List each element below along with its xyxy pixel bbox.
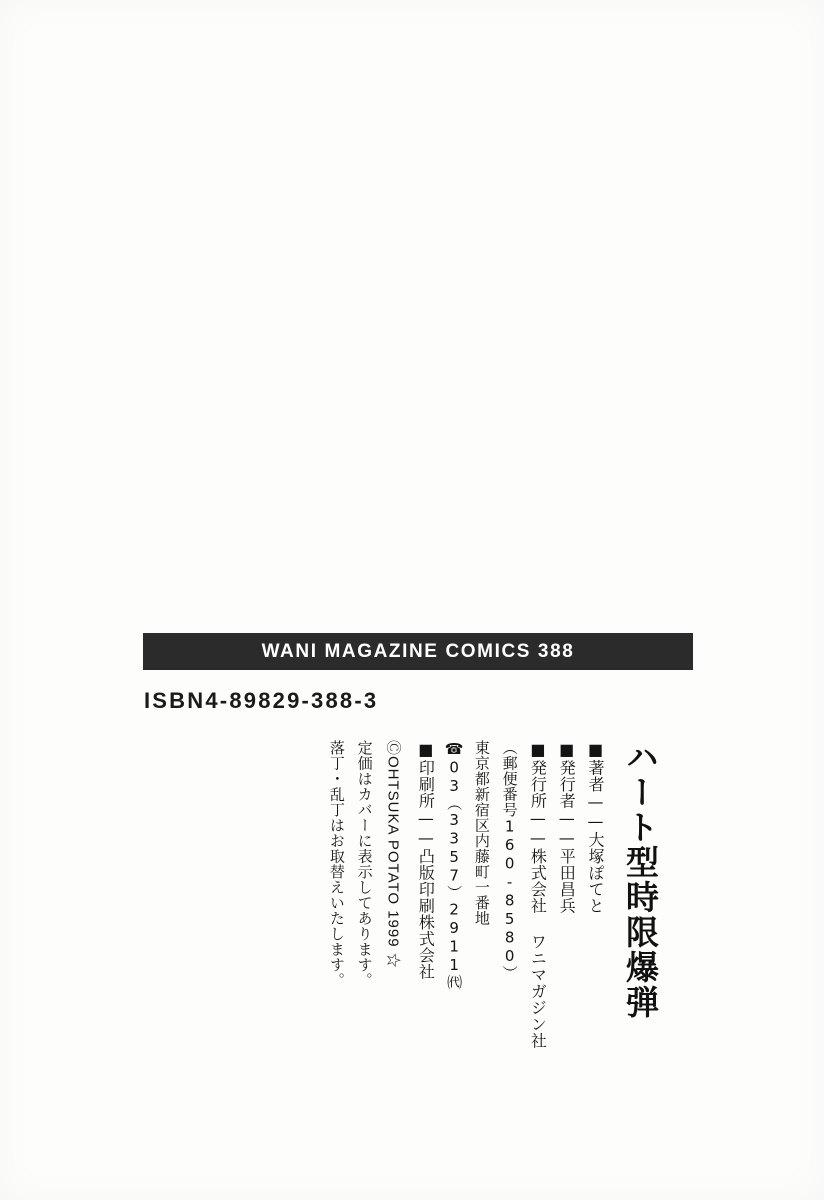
colophon-copyright: ⒸOHTSUKA POTATO 1999 ☆ bbox=[384, 740, 402, 969]
colophon-price-note: 定価はカバーに表示してあります。 bbox=[355, 740, 374, 988]
colophon-publisher-company: ■発行所——株式会社 ワニマガジン社 bbox=[528, 740, 548, 1049]
colophon-telephone: ☎03（3357）2911㈹ bbox=[445, 740, 464, 990]
book-title: ハート型時限爆弾 bbox=[621, 740, 660, 1020]
isbn-line: ISBN4-89829-388-3 bbox=[144, 688, 379, 713]
series-banner-label: WANI MAGAZINE COMICS 388 bbox=[261, 640, 575, 662]
colophon-publisher-person: ■発行者——平田昌兵 bbox=[557, 740, 577, 914]
colophon-block bbox=[150, 740, 670, 1140]
colophon-defect-note: 落丁・乱丁はお取替えいたします。 bbox=[327, 740, 346, 988]
colophon-author: ■著者——大塚ぽてと bbox=[586, 740, 605, 914]
colophon-printer: ■印刷所——凸版印刷株式会社 bbox=[416, 740, 436, 980]
colophon-postal-address: （郵便番号160-8580） bbox=[500, 740, 519, 981]
colophon-street-address: 東京都新宿区内藤町一番地 bbox=[472, 740, 491, 926]
series-banner bbox=[143, 633, 693, 670]
